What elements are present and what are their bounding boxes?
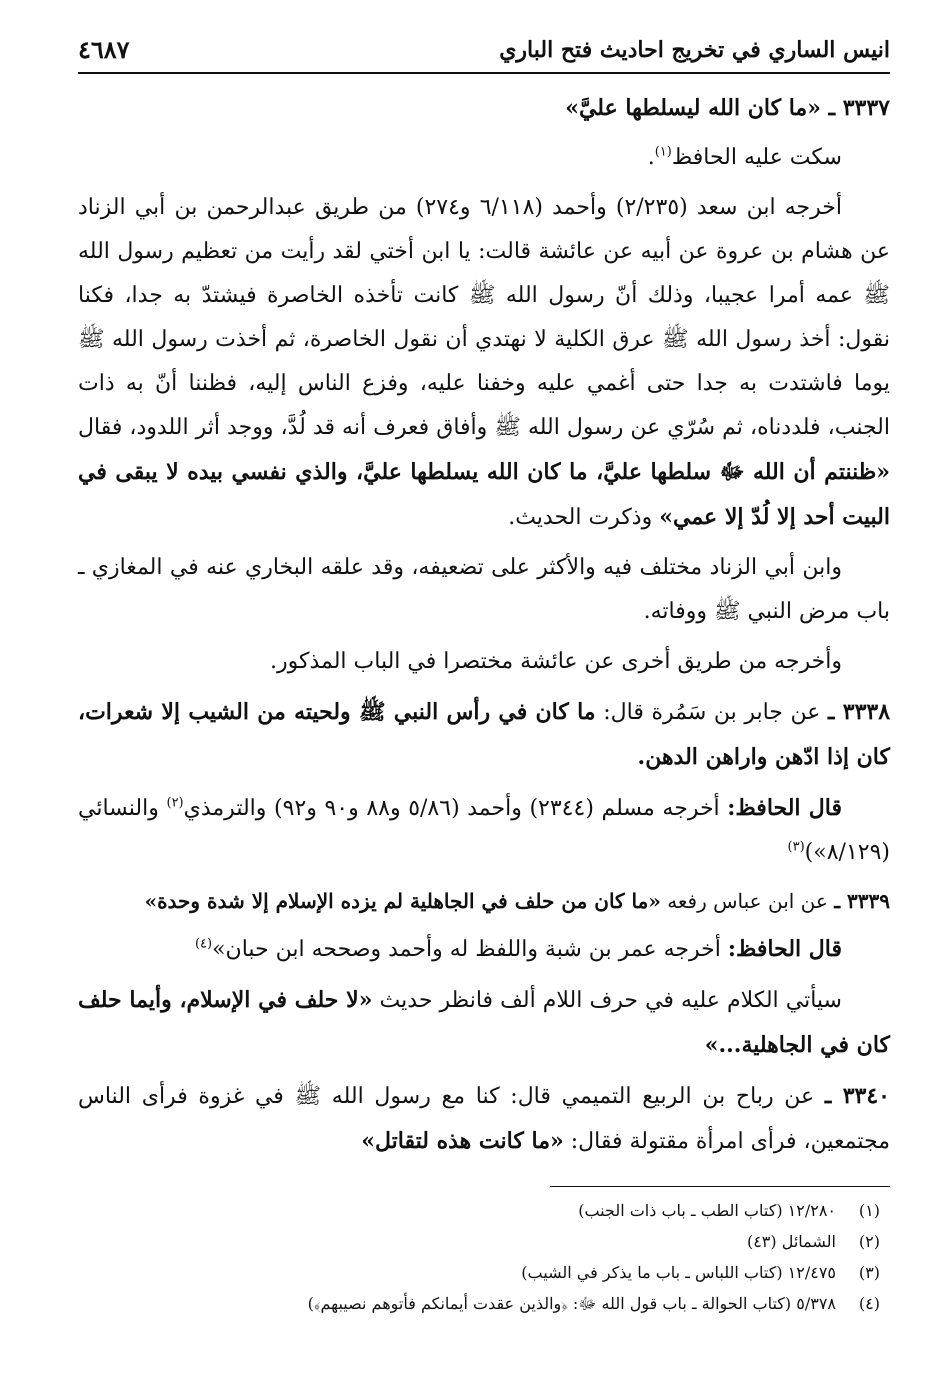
hadith-text: «ما كان الله ليسلطها عليَّ» — [565, 95, 821, 121]
footnote-text: الشمائل (٤٣) — [746, 1232, 836, 1251]
hadith-number: ٣٣٣٨ ـ — [828, 699, 891, 725]
footnote-number: (٤) — [858, 1294, 880, 1313]
hafiz-label: قال الحافظ: — [727, 795, 843, 821]
footnotes — [78, 1195, 890, 1319]
page-number: ٤٦٨٧ — [78, 35, 130, 64]
page-body — [78, 86, 890, 1319]
hadith-text: ما كان في رأس النبي ﷺ ولحيته من الشيب إلا شعرات، كان إذا ادّهن واراهن الدهن. — [78, 699, 890, 770]
footnote — [78, 1288, 880, 1319]
silent-text: سكت عليه الحافظ — [671, 145, 842, 170]
hadith-lead: عن رباح بن الربيع التميمي قال: كنا مع رسول الله ﷺ في غزوة فرأى الناس مجتمعين، فرأى امرأة مقتولة فقال: — [78, 1084, 890, 1154]
hadith-3340 — [78, 1074, 890, 1164]
takhrij-text: أخرجه ابن سعد (٢/٢٣٥) وأحمد (٦/١١٨ و٢٧٤) من طريق عبدالرحمن بن أبي الزناد عن هشام بن عروة عن أبيه عن عائشة قالت: يا ابن أختي لقد رأيت من تعظيم رسول الله ﷺ عمه أمرا عجيبا، وذلك أنّ رسول الله ﷺ كانت تأخذه الخاصرة فيشتدّ به جدا، فكنا نقول: أخذ رسول الله ﷺ عرق الكلية لا نهتدي أن نقول الخاصرة، ثم أخذت رسول الله ﷺ يوما فاشتدت به جدا حتى أغمي عليه وخفنا عليه، وفزع الناس إليه، فظننا أنّ به ذات الجنب، فلددناه، ثم سُرّي عن رسول الله ﷺ وأفاق فعرف أنه قد لُدَّ، ووجد أثر اللدود، فقال — [78, 195, 890, 440]
takhrij-paragraph — [78, 186, 890, 540]
cross-reference — [78, 978, 890, 1068]
hafiz-note-3338 — [78, 786, 890, 875]
hadith-3339 — [78, 881, 890, 921]
hafiz-label: قال الحافظ: — [727, 936, 842, 962]
running-header — [78, 28, 890, 74]
footnote-ref-1: (١) — [654, 144, 672, 160]
cross-ref-text: سيأتي الكلام عليه في حرف اللام ألف فانظر حديث — [379, 988, 842, 1013]
footnote-text: ٥/٣٧٨ (كتاب الحوالة ـ باب قول الله ﷻ: ﴿والذين عقدت أيمانكم فأتوهم نصيبهم﴾) — [307, 1294, 836, 1313]
footnote-ref-2: (٢) — [166, 795, 184, 811]
hadith-lead: عن ابن عباس رفعه — [667, 889, 828, 913]
hafiz-text: أخرجه عمر بن شبة واللفظ له وأحمد وصححه ابن حبان» — [212, 937, 721, 962]
narrator-note: وابن أبي الزناد مختلف فيه والأكثر على تضعيفه، وقد علقه البخاري عنه في المغازي ـ باب مرض النبي ﷺ ووفاته. — [78, 555, 890, 624]
footnote-ref-4: (٤) — [194, 936, 213, 952]
footnote-number: (٢) — [858, 1232, 880, 1251]
takhrij-end: وذكرت الحديث. — [508, 505, 653, 530]
footnote — [78, 1226, 880, 1257]
footnote — [78, 1195, 880, 1226]
hafiz-silent-note: سكت عليه الحافظ$^{(١)}$. — [647, 144, 842, 170]
hafiz-text: أخرجه مسلم (٢٣٤٤) وأحمد (٥/٨٦ و٨٨ و٩٠ و٩٢) والترمذي — [183, 796, 720, 821]
footnote-text: ١٢/٤٧٥ (كتاب اللباس ـ باب ما يذكر في الشيب) — [521, 1263, 836, 1282]
hadith-3337 — [78, 86, 890, 130]
hadith-lead: عن جابر بن سَمُرة قال: — [603, 700, 821, 725]
hadith-3338 — [78, 690, 890, 780]
hadith-text: «ما كان من حلف في الجاهلية لم يزده الإسلام إلا شدة وحدة» — [144, 889, 661, 913]
other-route-note: وأخرجه من طريق أخرى عن عائشة مختصرا في الباب المذكور. — [270, 649, 842, 674]
footnote-number: (٣) — [858, 1263, 880, 1282]
hadith-number: ٣٣٤٠ ـ — [824, 1083, 890, 1109]
book-page — [78, 28, 890, 1319]
hadith-text: «ما كانت هذه لتقاتل» — [361, 1128, 564, 1154]
hadith-number: ٣٣٣٩ ـ — [834, 889, 890, 913]
footnote-text: ١٢/٢٨٠ (كتاب الطب ـ باب ذات الجنب) — [578, 1201, 836, 1220]
hafiz-text-cont: والنسائي (٨/١٢٩») — [78, 796, 890, 865]
footnote-ref-3: (٣) — [787, 839, 805, 855]
quoted-hadith: «ظننتم أن الله ﷻ سلطها عليَّ، ما كان الله يسلطها عليَّ، والذي نفسي بيده لا يبقى في البيت أحد إلا لُدّ إلا عمي» — [78, 459, 890, 530]
footnote-divider — [550, 1186, 890, 1187]
cross-ref-hadith: «لا حلف في الإسلام، وأيما حلف كان في الجاهلية...» — [78, 987, 890, 1058]
footnote-number: (١) — [858, 1201, 880, 1220]
book-title: انيس الساري في تخريج احاديث فتح الباري — [499, 37, 890, 63]
hafiz-note-3339 — [78, 927, 890, 972]
hadith-number: ٣٣٣٧ ـ — [828, 95, 890, 121]
footnote — [78, 1257, 880, 1288]
